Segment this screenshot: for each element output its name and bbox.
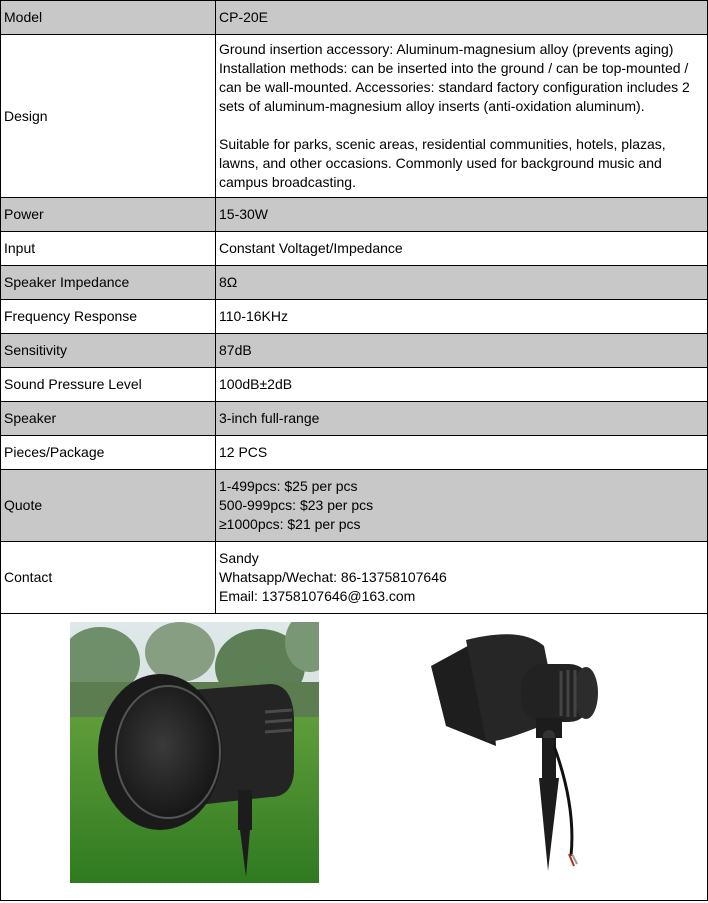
label-speaker: Speaker bbox=[1, 402, 216, 436]
value-spl: 100dB±2dB bbox=[216, 368, 708, 402]
contact-phone: Whatsapp/Wechat: 86-13758107646 bbox=[219, 569, 447, 585]
row-spl bbox=[1, 368, 708, 402]
label-model: Model bbox=[1, 1, 216, 35]
value-package: 12 PCS bbox=[216, 436, 708, 470]
value-frequency: 110-16KHz bbox=[216, 300, 708, 334]
row-speaker bbox=[1, 402, 708, 436]
product-photos bbox=[0, 614, 708, 901]
value-input: Constant Voltaget/Impedance bbox=[216, 232, 708, 266]
quote-line-1: 1-499pcs: $25 per pcs bbox=[219, 478, 358, 494]
label-impedance: Speaker Impedance bbox=[1, 266, 216, 300]
label-package: Pieces/Package bbox=[1, 436, 216, 470]
row-quote bbox=[1, 470, 708, 542]
label-sensitivity: Sensitivity bbox=[1, 334, 216, 368]
row-design bbox=[1, 35, 708, 198]
design-para-1: Ground insertion accessory: Aluminum-magnesium alloy (prevents aging) Installation methods: can be inserted into the ground / can be top-mounted / can be wall-mounted. Accessories: standard factory configuration includes 2 sets of aluminum-magnesium alloy inserts (anti-oxidation aluminum). bbox=[219, 41, 690, 114]
contact-name: Sandy bbox=[219, 550, 259, 566]
row-power bbox=[1, 198, 708, 232]
row-input bbox=[1, 232, 708, 266]
design-para-2: Suitable for parks, scenic areas, residential communities, hotels, plazas, lawns, and other occasions. Commonly used for background music and campus broadcasting. bbox=[219, 136, 666, 190]
row-model bbox=[1, 1, 708, 35]
value-power: 15-30W bbox=[216, 198, 708, 232]
row-sensitivity bbox=[1, 334, 708, 368]
row-frequency bbox=[1, 300, 708, 334]
label-design: Design bbox=[1, 35, 216, 198]
value-speaker: 3-inch full-range bbox=[216, 402, 708, 436]
value-impedance: 8Ω bbox=[216, 266, 708, 300]
label-frequency: Frequency Response bbox=[1, 300, 216, 334]
label-input: Input bbox=[1, 232, 216, 266]
quote-line-2: 500-999pcs: $23 per pcs bbox=[219, 497, 374, 513]
label-power: Power bbox=[1, 198, 216, 232]
label-quote: Quote bbox=[1, 470, 216, 542]
value-quote bbox=[216, 470, 708, 542]
value-contact bbox=[216, 542, 708, 614]
product-speaker-photo bbox=[426, 626, 606, 886]
value-sensitivity: 87dB bbox=[216, 334, 708, 368]
row-contact bbox=[1, 542, 708, 614]
contact-email: Email: 13758107646@163.com bbox=[219, 588, 416, 604]
row-package bbox=[1, 436, 708, 470]
row-impedance bbox=[1, 266, 708, 300]
label-spl: Sound Pressure Level bbox=[1, 368, 216, 402]
value-model: CP-20E bbox=[216, 1, 708, 35]
lawn-speaker-photo bbox=[70, 622, 319, 883]
quote-line-3: ≥1000pcs: $21 per pcs bbox=[219, 516, 361, 532]
value-design bbox=[216, 35, 708, 198]
label-contact: Contact bbox=[1, 542, 216, 614]
